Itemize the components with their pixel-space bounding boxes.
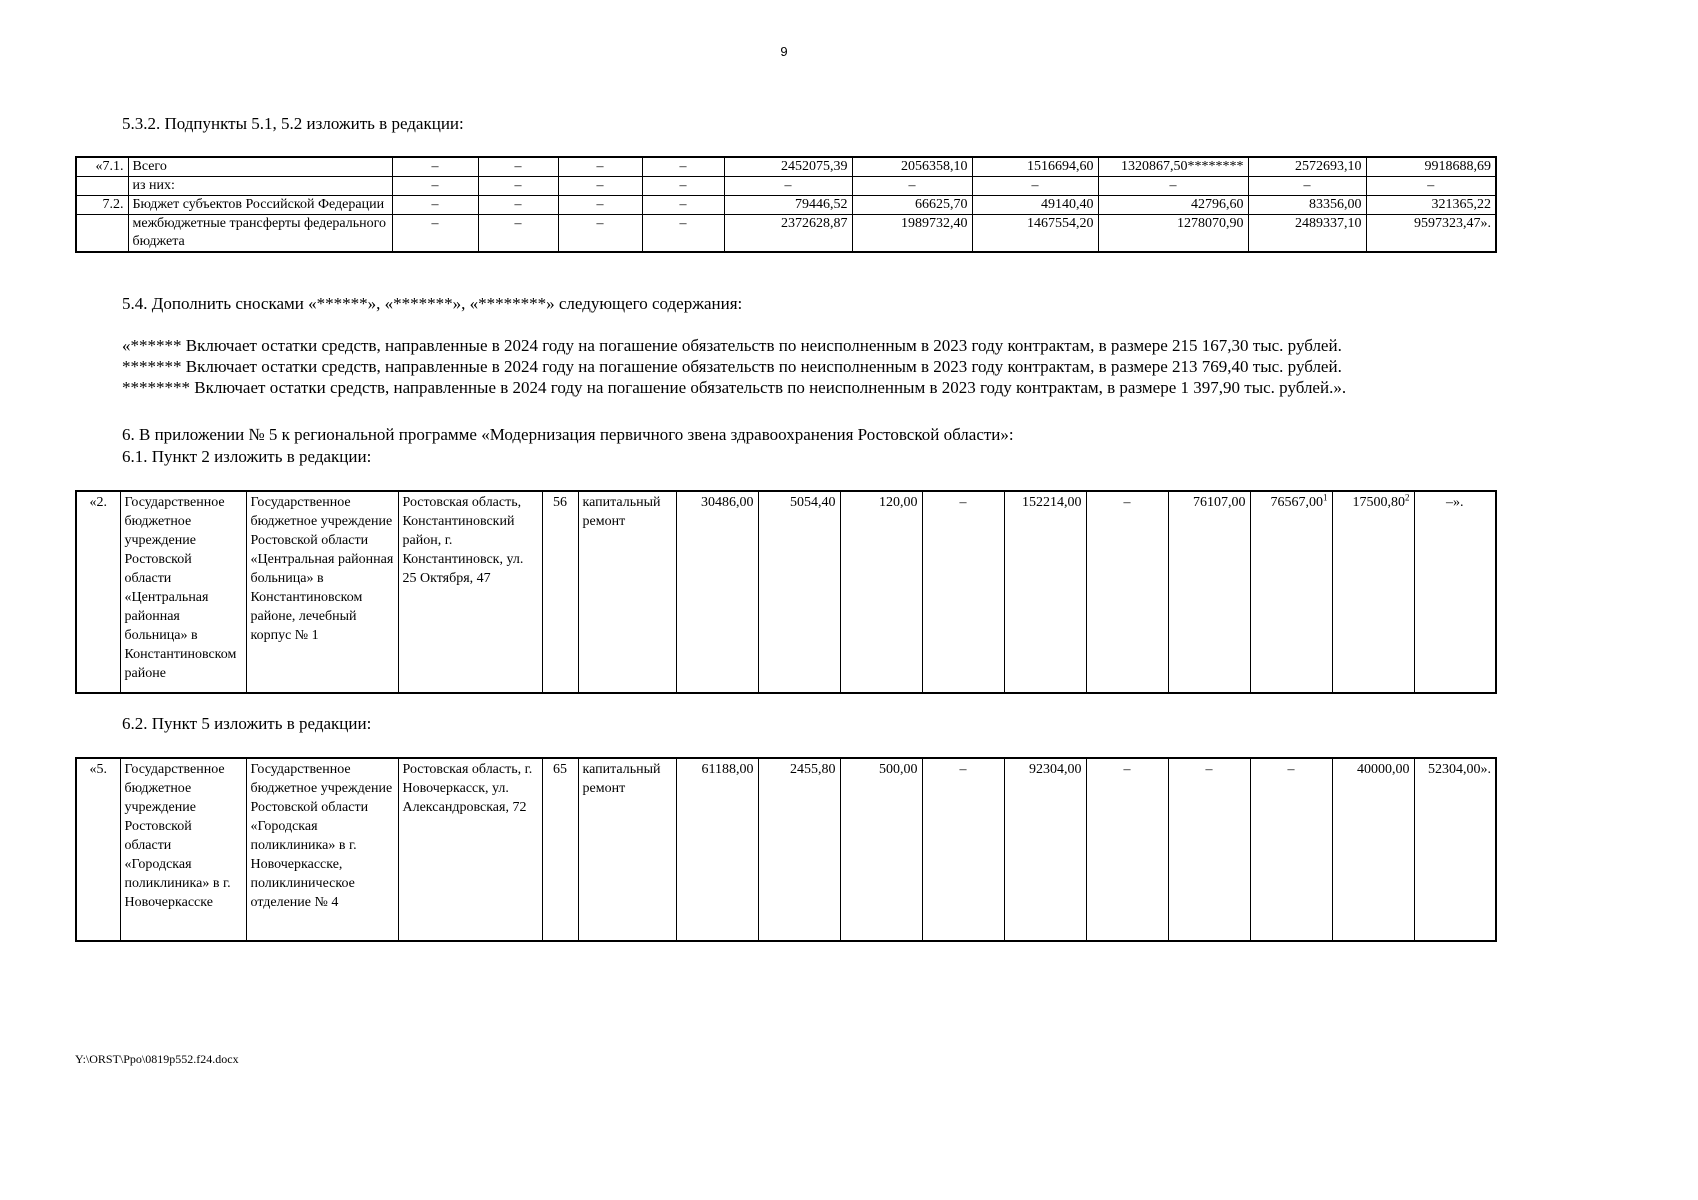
value-cell: 40000,00 [1332,758,1414,941]
value-cell [1250,491,1332,693]
page-number: 9 [780,44,788,59]
table-row [76,196,1496,215]
amount-cell: 1278070,90 [1098,215,1248,253]
value-cell: 76107,00 [1168,491,1250,693]
row-number [76,177,128,196]
value-cell: –». [1414,491,1496,693]
dash-cell: – [392,196,478,215]
amount-cell: 2572693,10 [1248,157,1366,177]
organization-cell: Государственное бюджетное учреждение Ростовской области «Городская поликлиника» в г. Новочеркасске [120,758,246,941]
value-cell: – [922,758,1004,941]
amount-cell: 321365,22 [1366,196,1496,215]
amount-cell: 49140,40 [972,196,1098,215]
dash-cell: – [558,196,642,215]
value-cell: – [1086,491,1168,693]
value-cell: 52304,00». [1414,758,1496,941]
paragraph-6: 6. В приложении № 5 к региональной программе «Модернизация первичного звена здравоохранения Ростовской области»: [122,425,1014,444]
amount-cell: – [1366,177,1496,196]
row-label: межбюджетные трансферты федерального бюджета [128,215,392,253]
table-row [76,157,1496,177]
table-row [76,491,1496,693]
table-row [76,177,1496,196]
year-cell: 56 [542,491,578,693]
row-number: «7.1. [76,157,128,177]
value-cell: 61188,00 [676,758,758,941]
row-number: 7.2. [76,196,128,215]
dash-cell: – [558,215,642,253]
amount-cell: 42796,60 [1098,196,1248,215]
row-number [76,215,128,253]
dash-cell: – [642,215,724,253]
file-path-footer: Y:\ORST\Ppo\0819p552.f24.docx [75,1052,239,1066]
amount-cell: 2489337,10 [1248,215,1366,253]
year-cell: 65 [542,758,578,941]
amount-cell: 2372628,87 [724,215,852,253]
amount-cell: 9597323,47». [1366,215,1496,253]
amount-cell: 83356,00 [1248,196,1366,215]
work-type-cell: капитальный ремонт [578,758,676,941]
dash-cell: – [392,215,478,253]
value-cell [1332,491,1414,693]
object-cell: Государственное бюджетное учреждение Ростовской области «Центральная районная больница» в Константиновском районе, лечебный корпус № 1 [246,491,398,693]
address-cell: Ростовская область, г. Новочеркасск, ул. Александровская, 72 [398,758,542,941]
dash-cell: – [642,177,724,196]
value-cell: 30486,00 [676,491,758,693]
dash-cell: – [478,215,558,253]
footnote-line: ******** Включает остатки средств, направленные в 2024 году на погашение обязательств по неисполненным в 2023 году контрактам, в размере 1 397,90 тыс. рублей.». [122,378,1347,397]
footnote-line: «****** Включает остатки средств, направленные в 2024 году на погашение обязательств по неисполненным в 2023 году контрактам, в размере 215 167,30 тыс. рублей. [122,336,1342,355]
value-cell: – [922,491,1004,693]
value-cell: 120,00 [840,491,922,693]
dash-cell: – [642,196,724,215]
amount-cell: – [972,177,1098,196]
dash-cell: – [392,157,478,177]
value-cell: 5054,40 [758,491,840,693]
value-text: 76567,00 [1270,495,1323,510]
amount-cell: – [1248,177,1366,196]
value-cell: – [1086,758,1168,941]
dash-cell: – [392,177,478,196]
row-label: из них: [128,177,392,196]
paragraph-5-3-2: 5.3.2. Подпункты 5.1, 5.2 изложить в редакции: [122,114,464,133]
paragraph-5-4: 5.4. Дополнить сносками «******», «*******», «********» следующего содержания: [122,294,743,313]
amount-cell: – [724,177,852,196]
organization-cell: Государственное бюджетное учреждение Ростовской области «Центральная районная больница» в Константиновском районе [120,491,246,693]
item-number: «2. [76,491,120,693]
object-table-item-5 [75,757,1497,942]
footnote-mark: 2 [1405,492,1410,503]
amount-cell: 66625,70 [852,196,972,215]
dash-cell: – [478,157,558,177]
footnote-line: ******* Включает остатки средств, направленные в 2024 году на погашение обязательств по неисполненным в 2023 году контрактам, в размере 213 769,40 тыс. рублей. [122,357,1342,376]
footnote-mark: 1 [1323,492,1328,503]
amount-cell: 1989732,40 [852,215,972,253]
footnotes-block [122,335,1346,398]
item-number: «5. [76,758,120,941]
amount-cell: – [852,177,972,196]
dash-cell: – [558,177,642,196]
value-cell: 92304,00 [1004,758,1086,941]
work-type-cell: капитальный ремонт [578,491,676,693]
value-cell: – [1168,758,1250,941]
row-label: Бюджет субъектов Российской Федерации [128,196,392,215]
value-text: 17500,80 [1352,495,1405,510]
dash-cell: – [478,196,558,215]
dash-cell: – [642,157,724,177]
table-row [76,215,1496,253]
amount-cell: – [1098,177,1248,196]
paragraph-6-1: 6.1. Пункт 2 изложить в редакции: [122,447,372,466]
object-cell: Государственное бюджетное учреждение Ростовской области «Городская поликлиника» в г. Новочеркасске, поликлиническое отделение № 4 [246,758,398,941]
paragraph-6-2: 6.2. Пункт 5 изложить в редакции: [122,714,372,733]
dash-cell: – [558,157,642,177]
amount-cell: 2056358,10 [852,157,972,177]
dash-cell: – [478,177,558,196]
value-cell: 500,00 [840,758,922,941]
value-cell: – [1250,758,1332,941]
value-cell: 152214,00 [1004,491,1086,693]
amount-cell: 1467554,20 [972,215,1098,253]
amount-cell: 79446,52 [724,196,852,215]
address-cell: Ростовская область, Константиновский район, г. Константиновск, ул. 25 Октября, 47 [398,491,542,693]
object-table-item-2 [75,490,1497,694]
budget-table [75,156,1497,253]
amount-cell: 9918688,69 [1366,157,1496,177]
table-row [76,758,1496,941]
amount-cell: 2452075,39 [724,157,852,177]
amount-cell: 1320867,50******** [1098,157,1248,177]
amount-cell: 1516694,60 [972,157,1098,177]
row-label: Всего [128,157,392,177]
value-cell: 2455,80 [758,758,840,941]
